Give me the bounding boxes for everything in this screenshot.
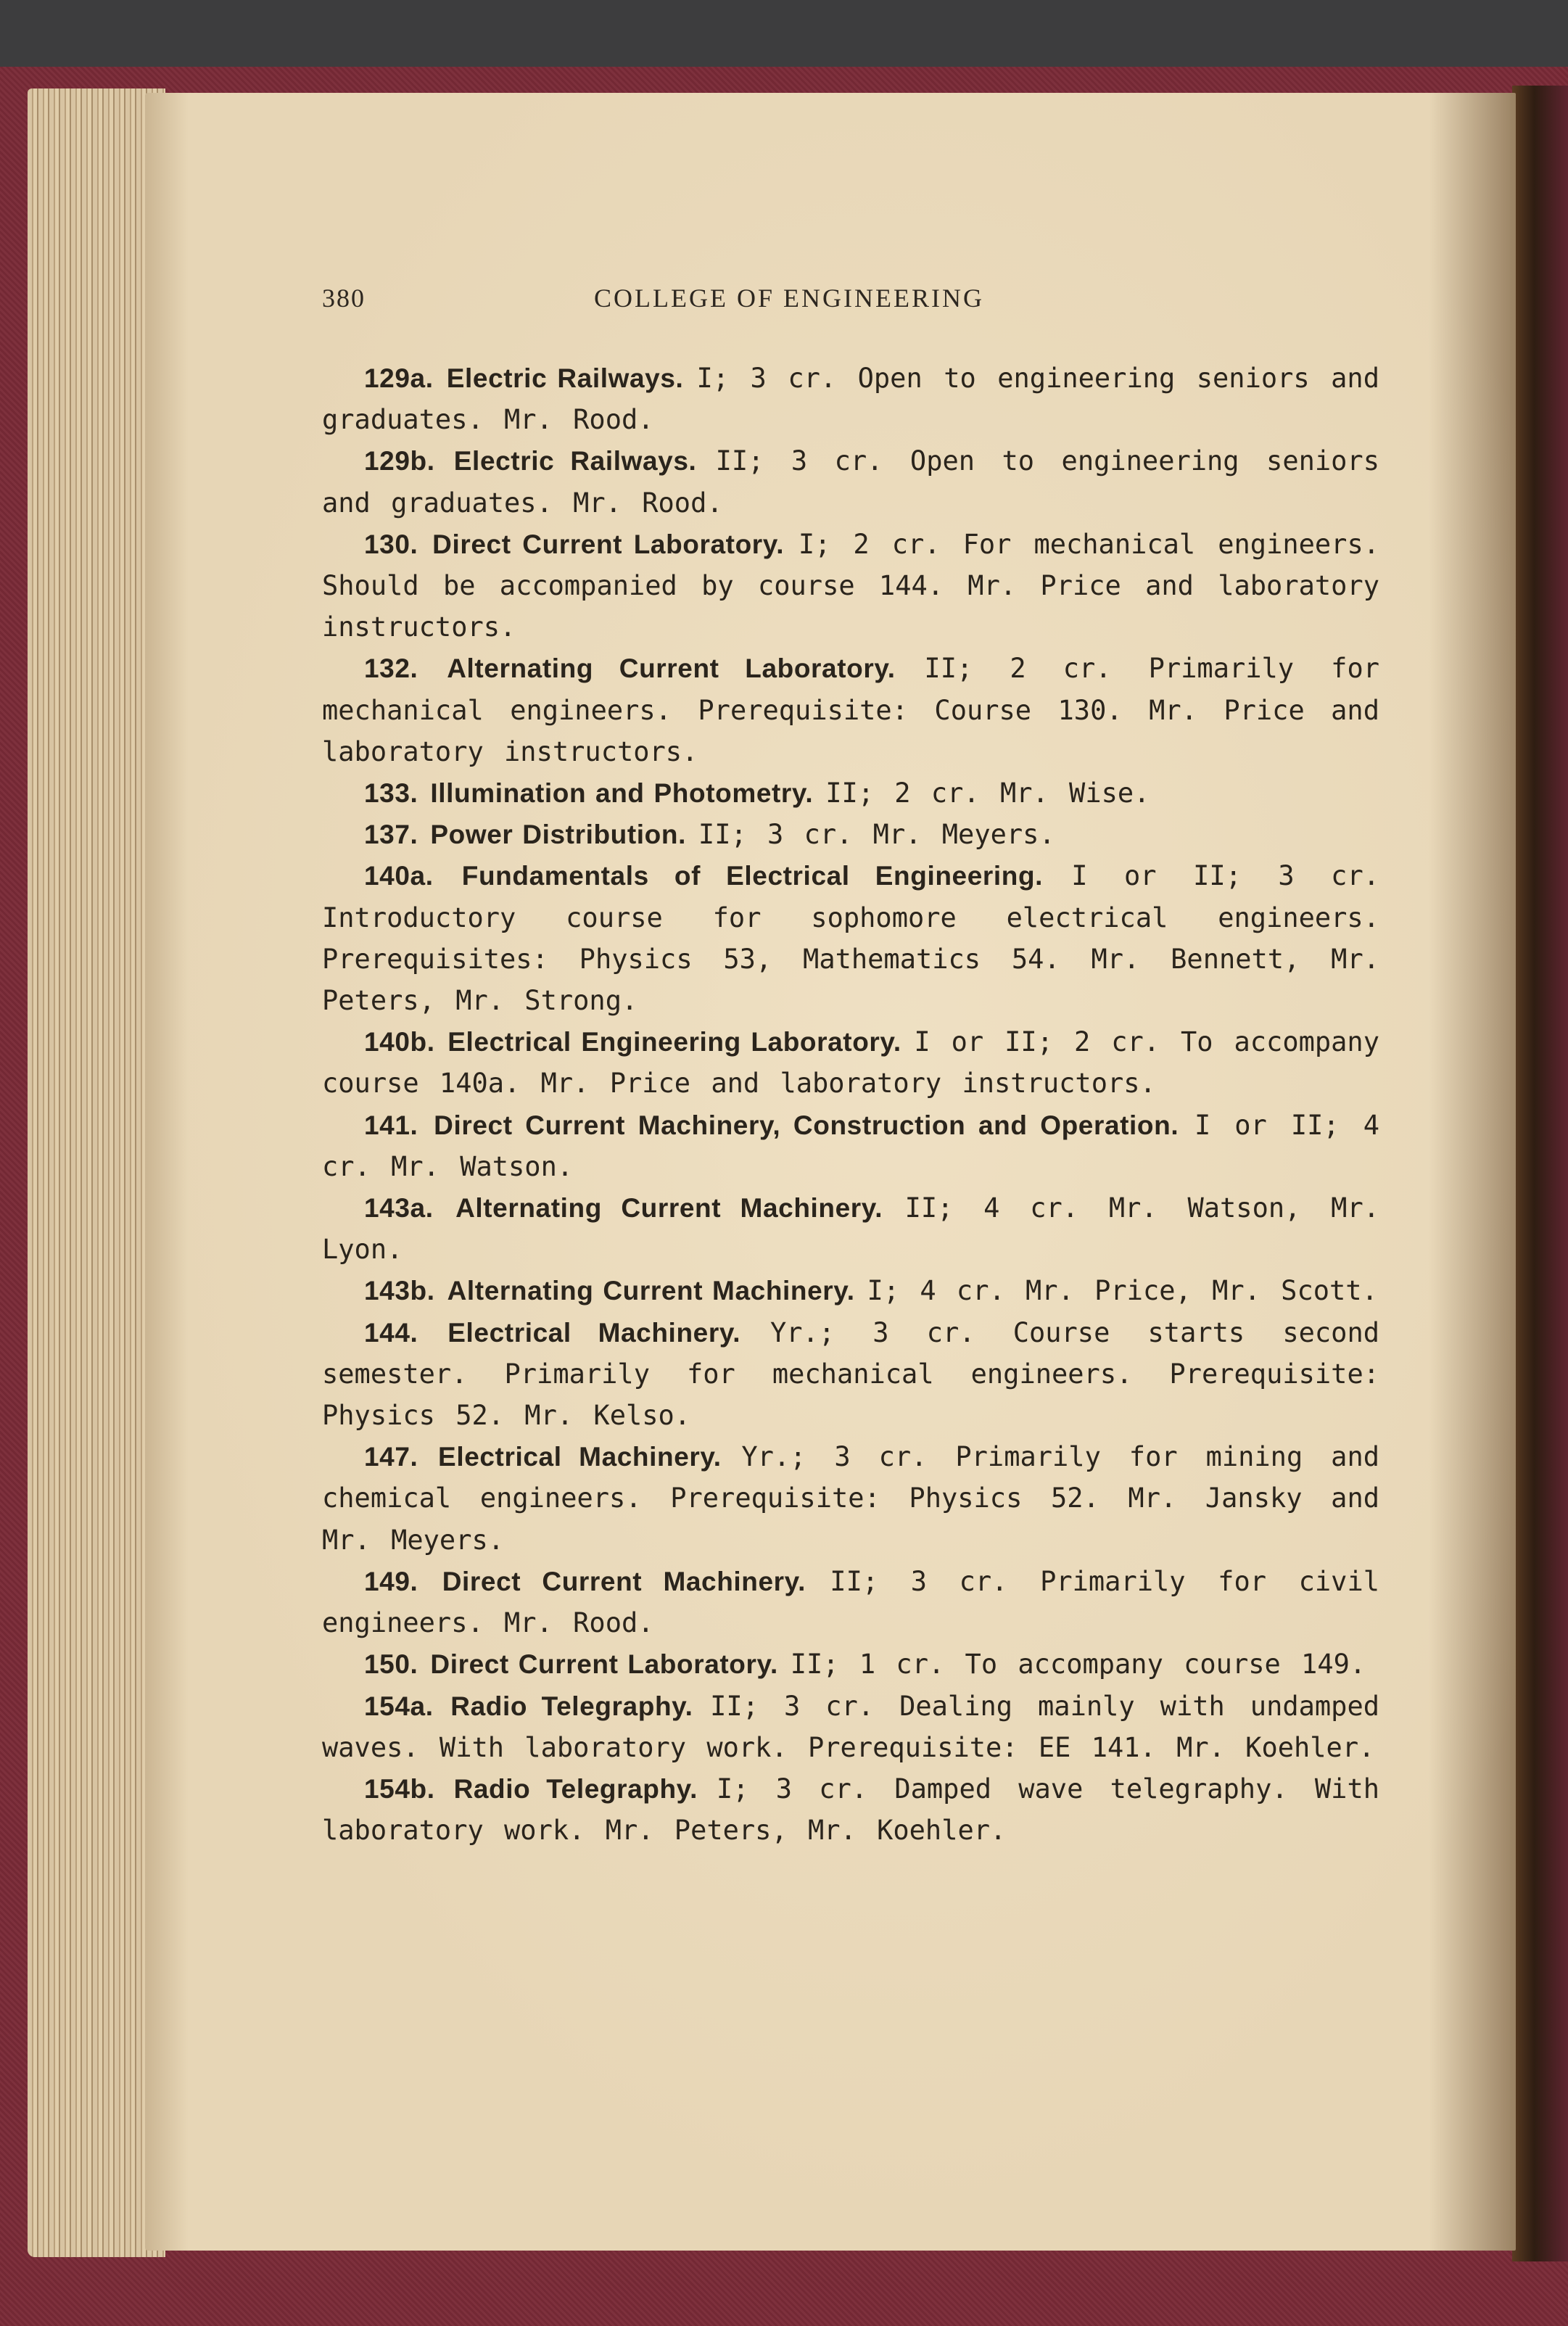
- course-number: 140a.: [364, 861, 434, 891]
- course-details: Yr.; 3 cr. Course starts second semester. Primarily for mechanical engineers. Prerequisite: Physics 52. Mr. Kelso.: [322, 1316, 1379, 1432]
- course-entry-137: [322, 814, 1379, 855]
- course-title: Illumination and Photometry.: [430, 778, 814, 809]
- course-entry-144: [322, 1312, 1379, 1437]
- course-entry-154b: [322, 1768, 1379, 1851]
- course-title: Direct Current Machinery, Construction and Operation.: [434, 1110, 1179, 1140]
- course-title: Electric Railways.: [453, 446, 697, 477]
- course-list: [322, 358, 1379, 1851]
- course-entry-147: [322, 1436, 1379, 1561]
- course-details: II; 4 cr. Mr. Watson, Mr. Lyon.: [322, 1192, 1380, 1266]
- course-details: I; 2 cr. For mechanical engineers. Should be accompanied by course 144. Mr. Price and laboratory instructors.: [322, 528, 1380, 643]
- course-title: Power Distribution.: [430, 820, 686, 850]
- course-entry-143a: [322, 1187, 1379, 1270]
- course-details: I or II; 3 cr. Introductory course for sophomore electrical engineers. Prerequisites: Physics 53, Mathematics 54. Mr. Bennett, Mr. Peters, Mr. Strong.: [322, 860, 1380, 1017]
- course-number: 143b.: [364, 1276, 435, 1306]
- course-details: II; 3 cr. Primarily for civil engineers. Mr. Rood.: [322, 1565, 1379, 1639]
- course-number: 140b.: [364, 1027, 435, 1057]
- course-title: Direct Current Laboratory.: [432, 529, 785, 559]
- course-entry-132: [322, 648, 1379, 772]
- course-details: I; 4 cr. Mr. Price, Mr. Scott.: [867, 1275, 1378, 1307]
- course-entry-140a: [322, 855, 1379, 1021]
- course-entry-129b: [322, 440, 1379, 523]
- course-number: 141.: [364, 1110, 418, 1140]
- course-details: II; 2 cr. Mr. Wise.: [825, 778, 1150, 809]
- course-entry-150: [322, 1644, 1379, 1685]
- course-entry-130: [322, 524, 1379, 648]
- course-title: Alternating Current Machinery.: [455, 1193, 883, 1224]
- course-title: Direct Current Laboratory.: [430, 1649, 778, 1680]
- course-number: 129b.: [364, 446, 435, 477]
- page-number: 380: [322, 284, 366, 313]
- course-details: I; 3 cr. Damped wave telegraphy. With laboratory work. Mr. Peters, Mr. Koehler.: [322, 1773, 1379, 1847]
- course-title: Alternating Current Machinery.: [447, 1276, 855, 1306]
- course-entry-129a: [322, 358, 1379, 440]
- course-title: Electric Railways.: [446, 363, 684, 393]
- binding-edge: [1512, 86, 1568, 2261]
- course-details: I or II; 2 cr. To accompany course 140a. Mr. Price and laboratory instructors.: [322, 1026, 1379, 1100]
- course-title: Direct Current Machinery.: [442, 1566, 806, 1596]
- course-details: I; 3 cr. Open to engineering seniors and graduates. Mr. Rood.: [322, 363, 1379, 436]
- course-details: II; 3 cr. Dealing mainly with undamped waves. With laboratory work. Prerequisite: EE 141. Mr. Koehler.: [322, 1690, 1379, 1763]
- course-number: 147.: [364, 1442, 418, 1472]
- course-number: 149.: [364, 1566, 418, 1596]
- course-title: Fundamentals of Electrical Engineering.: [461, 861, 1044, 891]
- course-number: 137.: [364, 820, 418, 850]
- scanner-background: [0, 0, 1568, 73]
- course-title: Radio Telegraphy.: [453, 1773, 698, 1804]
- course-number: 132.: [364, 653, 418, 684]
- course-entry-141: [322, 1105, 1379, 1187]
- course-number: 143a.: [364, 1193, 434, 1224]
- book-page: [145, 93, 1516, 2251]
- course-details: Yr.; 3 cr. Primarily for mining and chemical engineers. Prerequisite: Physics 52. Mr. Jansky and Mr. Meyers.: [322, 1441, 1380, 1556]
- course-number: 154a.: [364, 1691, 434, 1721]
- course-entry-140b: [322, 1021, 1379, 1104]
- running-head-title: COLLEGE OF ENGINEERING: [594, 284, 984, 313]
- course-title: Alternating Current Laboratory.: [447, 653, 896, 684]
- course-number: 133.: [364, 778, 418, 809]
- course-details: II; 2 cr. Primarily for mechanical engineers. Prerequisite: Course 130. Mr. Price and laboratory instructors.: [322, 653, 1379, 767]
- course-entry-133: [322, 772, 1379, 814]
- course-number: 150.: [364, 1649, 418, 1680]
- course-entry-143b: [322, 1270, 1379, 1311]
- course-entry-154a: [322, 1686, 1379, 1768]
- course-title: Radio Telegraphy.: [450, 1691, 693, 1721]
- course-title: Electrical Machinery.: [438, 1442, 722, 1472]
- course-details: II; 1 cr. To accompany course 149.: [790, 1649, 1366, 1680]
- course-details: II; 3 cr. Open to engineering seniors and graduates. Mr. Rood.: [322, 445, 1379, 519]
- course-number: 154b.: [364, 1773, 435, 1804]
- course-title: Electrical Engineering Laboratory.: [447, 1027, 901, 1057]
- course-entry-149: [322, 1561, 1379, 1644]
- course-number: 129a.: [364, 363, 434, 393]
- course-title: Electrical Machinery.: [447, 1317, 741, 1348]
- course-number: 144.: [364, 1317, 418, 1348]
- course-details: I or II; 4 cr. Mr. Watson.: [322, 1109, 1379, 1182]
- course-details: II; 3 cr. Mr. Meyers.: [698, 819, 1055, 851]
- course-number: 130.: [364, 529, 418, 559]
